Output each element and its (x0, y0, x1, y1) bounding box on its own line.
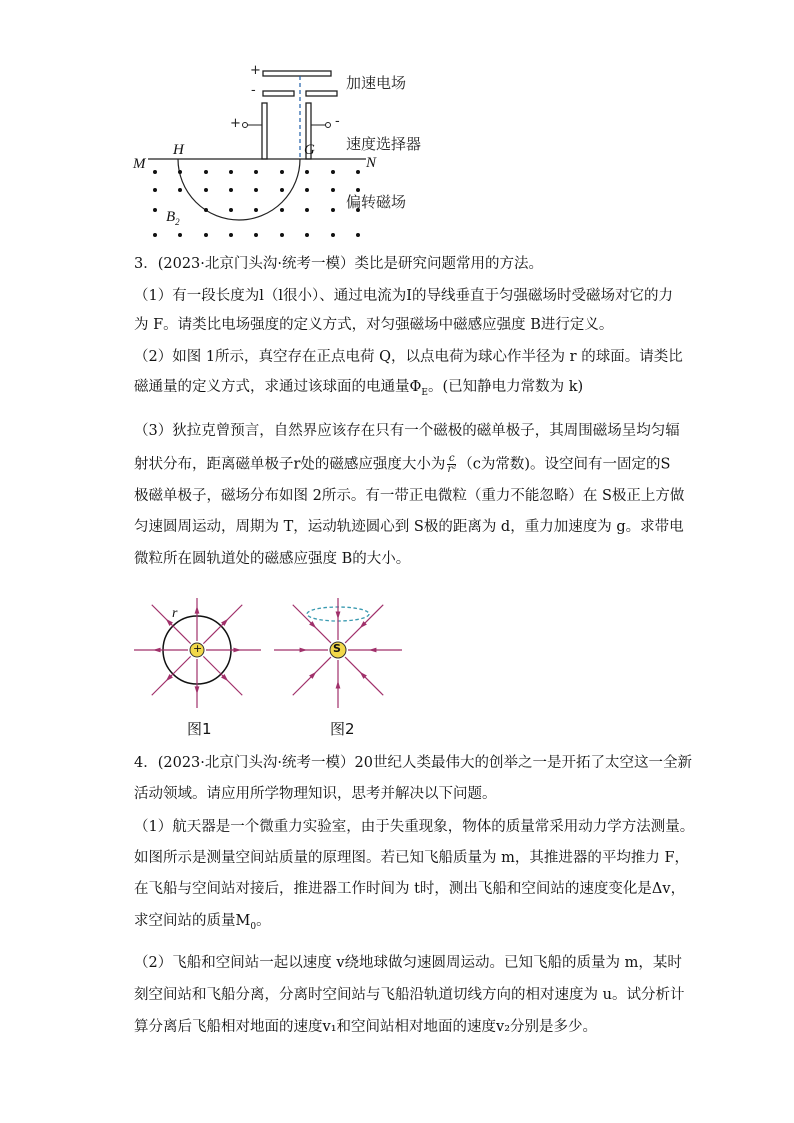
label-velocity-selector: 速度选择器 (346, 135, 422, 153)
field-dot (254, 188, 258, 192)
field-dot (254, 170, 258, 174)
frac-den: r² (447, 464, 457, 475)
field-dot (178, 188, 182, 192)
field-dot (204, 170, 208, 174)
field-dot (305, 188, 309, 192)
q3-line-6: （3）狄拉克曾预言，自然界应该存在只有一个磁极的磁单极子，其周围磁场呈均匀辐 (134, 423, 680, 439)
field-dot (305, 233, 309, 237)
field-dot (204, 233, 208, 237)
field-arrow (195, 686, 200, 694)
field-dot (229, 208, 233, 212)
field-arrow (336, 612, 341, 620)
q4-line-6-end: 。 (256, 913, 271, 929)
field-arrow (233, 648, 241, 653)
q4-line-5: 在飞船与空间站对接后，推进器工作时间为 t时，测出飞船和空间站的速度变化是Δv， (134, 881, 686, 897)
label-B2 (166, 209, 180, 227)
minus-terminal: - (335, 114, 340, 129)
accel-plate-top (263, 71, 331, 76)
field-dot (280, 170, 284, 174)
sub-2: 2 (175, 217, 180, 227)
q4-line-3: （1）航天器是一个微重力实验室，由于失重现象，物体的质量常采用动力学方法测量。 (134, 819, 695, 835)
q3-line-7a: 射状分布，距离磁单极子r处的磁感应强度大小为 (134, 456, 446, 473)
field-dot (153, 208, 157, 212)
field-dot (229, 188, 233, 192)
q3-line-7 (134, 454, 670, 475)
field-arrow (300, 648, 308, 653)
q3-line-9: 匀速圆周运动，周期为 T，运动轨迹圆心到 S极的距离为 d，重力加速度为 g。求带电 (134, 519, 684, 535)
field-dot (254, 233, 258, 237)
field-dot (331, 188, 335, 192)
q4-line-6-sub: 0 (250, 921, 257, 932)
field-dot (153, 170, 157, 174)
field-dot (229, 233, 233, 237)
q4-line-2: 活动领域。请应用所学物理知识，思考并解决以下问题。 (134, 786, 497, 802)
label-accel-field: 加速电场 (346, 74, 407, 92)
q4-line-9: 算分离后飞船相对地面的速度v₁和空间站相对地面的速度v₂分别是多少。 (134, 1019, 598, 1035)
field-dot (178, 170, 182, 174)
letter-G: G (304, 142, 315, 158)
field-dot (229, 170, 233, 174)
field-dot (356, 233, 360, 237)
field-dot (280, 188, 284, 192)
field-dot (280, 208, 284, 212)
plus-terminal: + (230, 116, 241, 131)
frac-num: c (449, 453, 455, 464)
q3-line-3: 为 F。请类比电场强度的定义方式，对匀强磁场中磁感应强度 B进行定义。 (134, 317, 614, 333)
letter-H: H (173, 142, 184, 158)
letter-N: N (366, 155, 377, 171)
field-arrow (369, 648, 377, 653)
q3-line-5 (134, 377, 583, 403)
fraction-c-over-r2 (447, 454, 456, 475)
field-dot (305, 170, 309, 174)
field-dot (331, 233, 335, 237)
minus-sign-top: - (251, 83, 256, 98)
field-dot (305, 208, 309, 212)
q3-line-7b: （c为常数)。设空间有一固定的S (458, 456, 671, 473)
q3-line-4: （2）如图 1所示，真空存在正点电荷 Q，以点电荷为球心作半径为 r 的球面。请类比 (134, 349, 683, 365)
letter-B: B (166, 209, 176, 225)
q3-line-5-sub: E (421, 387, 428, 398)
accel-plate-bottom-right (306, 91, 337, 96)
q3-line-2: （1）有一段长度为l（l很小）、通过电流为I的导线垂直于匀强磁场时受磁场对它的力 (134, 288, 673, 304)
field-dot (153, 188, 157, 192)
selector-plate-left (262, 103, 267, 159)
charge-plus-label: + (193, 642, 203, 655)
radius-label: r (172, 606, 178, 621)
figure-2-caption: 图2 (330, 720, 355, 738)
q4-line-4: 如图所示是测量空间站质量的原理图。若已知飞船质量为 m，其推进器的平均推力 F， (134, 850, 690, 866)
field-arrow (153, 648, 161, 653)
q4-line-6-text: 求空间站的质量M (134, 913, 251, 929)
field-dot (331, 170, 335, 174)
magnetic-field-dots (153, 170, 360, 237)
field-dot (331, 208, 335, 212)
q4-line-7: （2）飞船和空间站一起以速度 v绕地球做匀速圆周运动。已知飞船的质量为 m，某时 (134, 955, 682, 971)
figure-1-caption: 图1 (187, 720, 212, 738)
q3-line-10: 微粒所在圆轨道处的磁感应强度 B的大小。 (134, 551, 411, 567)
field-dot (204, 188, 208, 192)
plus-sign-top: + (250, 63, 261, 78)
letter-M: M (133, 156, 146, 172)
q4-line-1: 4．(2023·北京门头沟·统考一模）20世纪人类最伟大的创举之一是开拓了太空这一全新 (134, 755, 692, 771)
field-dot (204, 208, 208, 212)
field-dot (254, 208, 258, 212)
mass-spectrometer-figure (130, 60, 450, 245)
field-dot (153, 233, 157, 237)
label-deflect-field: 偏转磁场 (346, 193, 407, 211)
q3-line-1: 3．(2023·北京门头沟·统考一模）类比是研究问题常用的方法。 (134, 256, 543, 272)
field-dot (280, 233, 284, 237)
field-dot (178, 233, 182, 237)
s-pole-label: S (333, 642, 341, 655)
q3-line-5-text: 磁通量的定义方式，求通过该球面的电通量Φ (134, 379, 422, 395)
field-arrow (336, 681, 341, 689)
q3-line-8: 极磁单极子，磁场分布如图 2所示。有一带正电微粒（重力不能忽略）在 S极正上方做 (134, 488, 685, 504)
field-arrow (195, 606, 200, 614)
accel-plate-bottom-left (263, 91, 294, 96)
q4-line-8: 刻空间站和飞船分离，分离时空间站与飞船沿轨道切线方向的相对速度为 u。试分析计 (134, 987, 685, 1003)
field-dot (356, 170, 360, 174)
figures-1-2 (134, 598, 414, 748)
q3-line-5-end: 。(已知静电力常数为 k) (427, 379, 584, 395)
q4-line-6 (134, 911, 271, 937)
